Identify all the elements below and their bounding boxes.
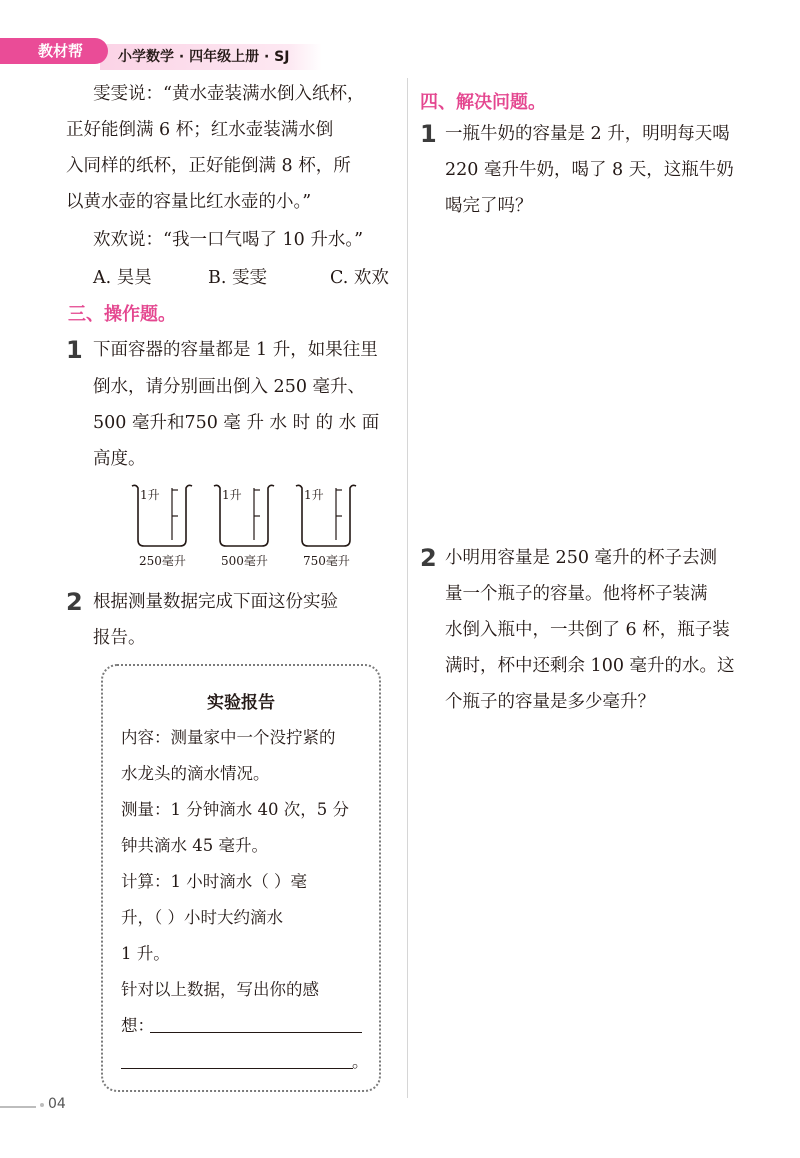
q3-1-line-1: 下面容器的容量都是 1 升，如果往里 — [93, 340, 378, 360]
question-number: 2 — [420, 544, 437, 572]
section-4-heading: 四、解决问题。 — [420, 92, 546, 113]
footer-rule — [0, 1106, 36, 1108]
q3-1-line-4: 高度。 — [93, 449, 146, 469]
beakers-figure — [128, 480, 368, 552]
brand-badge: 教材帮 — [0, 38, 108, 64]
q4-1-line-3: 喝完了吗？ — [445, 196, 533, 216]
cont-line-3: 入同样的纸杯，正好能倒满 8 杯，所 — [66, 156, 351, 176]
q4-1-line-2: 220 毫升牛奶，喝了 8 天，这瓶牛奶 — [445, 160, 734, 180]
cont-line-2: 正好能倒满 6 杯；红水壶装满水倒 — [66, 120, 334, 140]
q4-2-line-5: 个瓶子的容量是多少毫升？ — [445, 692, 655, 712]
cont-line-4: 以黄水壶的容量比红水壶的小。” — [66, 192, 312, 212]
section-3-heading: 三、操作题。 — [68, 304, 176, 325]
option-a: A. 昊昊 — [93, 268, 152, 288]
report-line-1: 内容：测量家中一个没拧紧的 — [121, 728, 336, 747]
q3-2-line-1: 根据测量数据完成下面这份实验 — [93, 592, 338, 612]
option-b: B. 雯雯 — [208, 268, 267, 288]
question-number: 1 — [66, 336, 83, 364]
column-divider — [407, 78, 408, 1098]
report-end-mark: 。 — [352, 1052, 369, 1071]
page-number: 04 — [48, 1096, 66, 1112]
q4-2-line-2: 量一个瓶子的容量。他将杯子装满 — [445, 584, 708, 604]
beaker-3-capacity-label: 1升 — [304, 488, 324, 502]
footer-dot — [40, 1103, 44, 1107]
q3-1-line-2: 倒水，请分别画出倒入 250 毫升、 — [93, 377, 366, 397]
q4-2-line-4: 满时，杯中还剩余 100 毫升的水。这 — [445, 656, 735, 676]
answer-blank-line[interactable] — [121, 1068, 353, 1069]
cont-line-1: 雯雯说：“黄水壶装满水倒入纸杯， — [93, 84, 365, 104]
option-c: C. 欢欢 — [330, 268, 389, 288]
report-title: 实验报告 — [207, 693, 275, 713]
report-line-3: 测量：1 分钟滴水 40 次，5 分 — [121, 800, 349, 819]
cont-line-5: 欢欢说：“我一口气喝了 10 升水。” — [93, 230, 364, 250]
book-title: 小学数学 · 四年级上册 · SJ — [118, 49, 290, 65]
question-number: 1 — [420, 120, 437, 148]
beaker-1-amount-label: 250毫升 — [139, 554, 186, 568]
report-line-2: 水龙头的滴水情况。 — [121, 764, 270, 783]
beaker-3-amount-label: 750毫升 — [303, 554, 350, 568]
report-line-4: 钟共滴水 45 毫升。 — [121, 836, 268, 855]
report-line-6: 升，（ ）小时大约滴水 — [121, 908, 283, 927]
report-line-8: 针对以上数据，写出你的感 — [121, 980, 319, 999]
q4-1-line-1: 一瓶牛奶的容量是 2 升，明明每天喝 — [445, 124, 730, 144]
answer-blank-line[interactable] — [150, 1032, 362, 1033]
q3-2-line-2: 报告。 — [93, 628, 146, 648]
beaker-2-capacity-label: 1升 — [222, 488, 242, 502]
report-line-5: 计算：1 小时滴水（ ）毫 — [121, 872, 307, 891]
q4-2-line-1: 小明用容量是 250 毫升的杯子去测 — [445, 548, 718, 568]
beaker-1-capacity-label: 1升 — [140, 488, 160, 502]
q3-1-line-3: 500 毫升和750 毫 升 水 时 的 水 面 — [93, 413, 380, 433]
beaker-2-amount-label: 500毫升 — [221, 554, 268, 568]
q4-2-line-3: 水倒入瓶中，一共倒了 6 杯，瓶子装 — [445, 620, 730, 640]
report-line-7: 1 升。 — [121, 944, 170, 963]
report-line-9: 想： — [121, 1016, 154, 1035]
question-number: 2 — [66, 588, 83, 616]
